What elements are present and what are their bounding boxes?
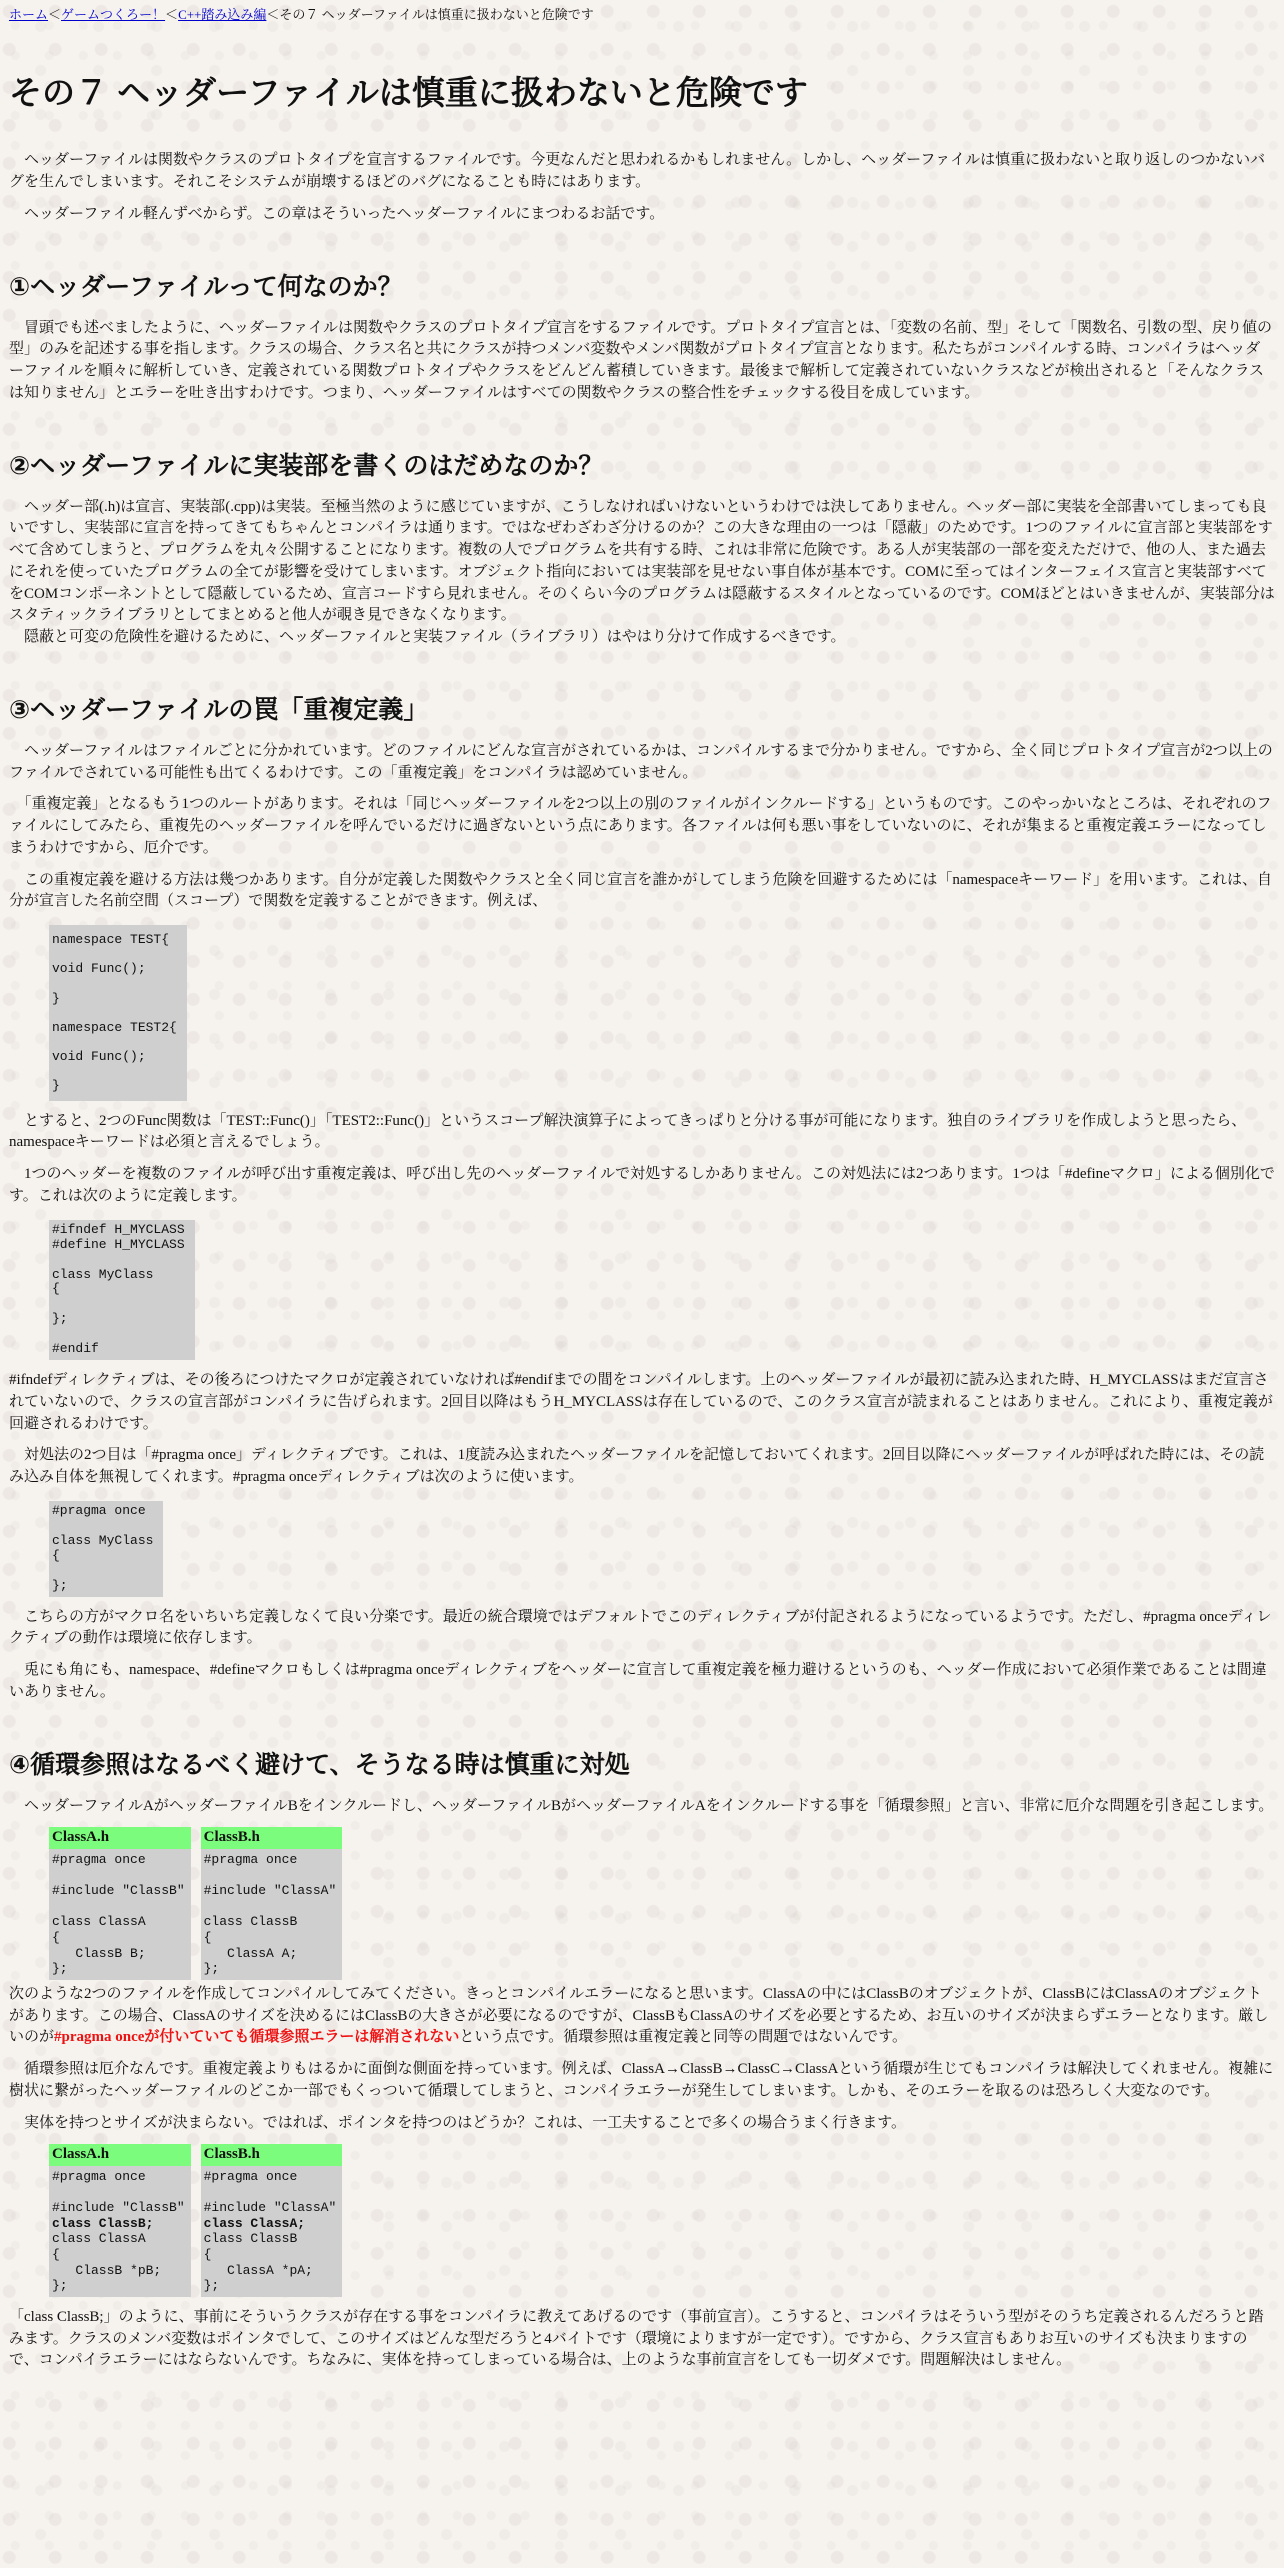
- breadcrumb: [9, 6, 1275, 25]
- paragraph: 対処法の2つ目は「#pragma once」ディレクティブです。これは、1度読み込まれたヘッダーファイルを記憶しておいてくれます。2回目以降にヘッダーファイルが呼ばれた時には、その読み込み自体を無視してくれます。#pragma onceディレクティブは次のように使います。: [9, 1447, 1265, 1486]
- code-text: #pragma once #include "ClassA": [203, 2169, 337, 2216]
- section-heading: ③ヘッダーファイルの罠「重複定義」: [9, 695, 429, 724]
- text: という点です。循環参照は重複定義と同等の問題ではないんです。: [459, 2029, 908, 2046]
- section-heading: ②ヘッダーファイルに実装部を書くのはだめなのか？: [9, 451, 604, 480]
- code-text: #pragma once #include "ClassB": [52, 2169, 185, 2216]
- paragraph: この重複定義を避ける方法は幾つかあります。自分が定義した関数やクラスと全く同じ宣言を誰かがしてしまう危険を回避するためには「namespaceキーワード」を用います。これは、自分が宣言した名前空間（スコープ）で関数を定義することができます。例えば、: [9, 871, 1272, 910]
- file-name: ClassB.h: [201, 1827, 343, 1849]
- paragraph: とすると、2つのFunc関数は「TEST::Func()」「TEST2::Func()」というスコープ解決演算子によってきっぱりと分ける事が可能になります。独自のライブラリを作成しようと思ったら、namespaceキーワードは必須と言えるでしょう。: [9, 1112, 1247, 1151]
- section-heading: ①ヘッダーファイルって何なのか？: [9, 272, 403, 301]
- forward-declaration: class ClassA;: [203, 2215, 306, 2231]
- paragraph: ヘッダーファイルはファイルごとに分かれています。どのファイルにどんな宣言がされているかは、コンパイルするまで分かりません。ですから、全く同じプロトタイプ宣言が2つ以上のファイルでされている可能性も出てくるわけです。この「重複定義」をコンパイラは認めていません。: [9, 742, 1273, 781]
- code-block-pragma-once: #pragma once class MyClass { };: [49, 1501, 163, 1597]
- section-circular-reference: [9, 1750, 1275, 2373]
- code-text: class ClassA { ClassB *pB; };: [52, 2231, 162, 2294]
- file-code: [201, 2166, 343, 2297]
- paragraph: 冒頭でも述べましたように、ヘッダーファイルは関数やクラスのプロトタイプ宣言をするファイルです。プロトタイプ宣言とは、「変数の名前、型」そして「関数名、引数の型、戻り値の型」のみを記述する事を指します。クラスの場合、クラス名と共にクラスが持つメンバ変数やメンバ関数がプロトタイプ宣言となります。私たちがコンパイルする時、コンパイラはヘッダーファイルを順々に解析していき、定義されている関数プロトタイプやクラスをどんどん蓄積していきます。最後まで解析して定義されていないクラスなどが検出されると「そんなクラスは知りません」とエラーを吐き出すわけです。つまり、ヘッダーファイルはすべての関数やクラスの整合性をチェックする役目を成しています。: [9, 319, 1273, 401]
- page-title: その７ ヘッダーファイルは慎重に扱わないと危険です: [9, 73, 808, 111]
- file-name: ClassA.h: [49, 2144, 191, 2166]
- paragraph: [9, 1984, 1275, 2049]
- section-duplicate-definition: [9, 695, 1275, 1704]
- code-text: class ClassB { ClassA *pA; };: [203, 2231, 313, 2294]
- section-what-is-header: [9, 272, 1275, 405]
- paragraph: 循環参照は厄介なんです。重複定義よりもはるかに面倒な側面を持っています。例えば、ClassA→ClassB→ClassC→ClassAという循環が生じてもコンパイラは解決してくれません。複雑に樹状に繋がったヘッダーファイルのどこか一部でもくっついて循環してしまうと、コンパイラエラーが発生してしまいます。しかも、そのエラーを取るのは恐ろしく大変なのです。: [9, 2061, 1274, 2099]
- code-block-namespace: namespace TEST{ void Func(); } namespace TEST2{ void Func(); }: [49, 925, 187, 1101]
- file-box-classb: [201, 2144, 343, 2297]
- breadcrumb-current: その７ ヘッダーファイルは慎重に扱わないと危険です: [279, 7, 594, 22]
- file-box-classa: [49, 2144, 191, 2297]
- text: 次のような2つのファイルを作成してコンパイルしてみてください。きっとコンパイルエラーになると思います。ClassAの中にはClassBのオブジェクトが、ClassBにはClassAのオブジェクトがあります。この場合、ClassAのサイズを決めるにはClassBの大きさが必要になるのですが、ClassBもClassAのサイズを必要とするため、お互いのサイズが決まらずエラーとなります。厳しいのが: [9, 1985, 1269, 2046]
- paragraph: 「重複定義」となるもう1つのルートがあります。それは「同じヘッダーファイルを2つ以上の別のファイルがインクルードする」というものです。このやっかいなところは、それぞれのファイルにしてみたら、重複先のヘッダーファイルを呼んでいるだけに過ぎないという点にあります。各ファイルは何も悪い事をしていないのに、それが集まると重複定義エラーになってしまうわけですから、厄介です。: [9, 796, 1272, 856]
- file-name: ClassB.h: [201, 2144, 343, 2166]
- breadcrumb-separator: ＜: [266, 7, 280, 22]
- paragraph: 「class ClassB;」のように、事前にそういうクラスが存在する事をコンパイラに教えてあげるのです（事前宣言）。こうすると、コンパイラはそういう型がそのうち定義されるんだろうと踏みます。クラスのメンバ変数はポインタでして、このサイズはどんな型だろうと4バイトです（環境によりますが一定です）。ですから、クラス宣言もありお互いのサイズも決まりますので、コンパイラエラーにはならないんです。ちなみに、実体を持ってしまっている場合は、上のような事前宣言をしても一切ダメです。問題解決はしません。: [9, 2308, 1264, 2369]
- paragraph: 1つのヘッダーを複数のファイルが呼び出す重複定義は、呼び出し先のヘッダーファイルで対処するしかありません。この対処法には2つあります。1つは「#defineマクロ」による個別化です。これは次のように定義します。: [9, 1166, 1275, 1204]
- paragraph: こちらの方がマクロ名をいちいち定義しなくて良い分楽です。最近の統合環境ではデフォルトでこのディレクティブが付記されるようになっているようです。ただし、#pragma onceディレクティブの動作は環境に依存します。: [9, 1608, 1272, 1647]
- paragraph: 実体を持つとサイズが決まらない。ではれば、ポインタを持つのはどうか？これは、一工夫することで多くの場合うまく行きます。: [9, 2114, 907, 2131]
- file-code: [49, 2166, 191, 2297]
- breadcrumb-cpp-link[interactable]: C++踏み込み編: [178, 7, 267, 22]
- code-pair-circular: [49, 1827, 1275, 1980]
- paragraph: 隠蔽と可変の危険性を避けるために、ヘッダーファイルと実装ファイル（ライブラリ）はやはり分けて作成するべきです。: [9, 629, 846, 646]
- paragraph: 兎にも角にも、namespace、#defineマクロもしくは#pragma onceディレクティブをヘッダーに宣言して重複定義を極力避けるというのも、ヘッダー作成において必須作業であることは間違いありません。: [9, 1662, 1267, 1700]
- breadcrumb-separator: ＜: [165, 7, 179, 22]
- breadcrumb-home-link[interactable]: ホーム: [9, 7, 49, 22]
- file-code: #pragma once #include "ClassA" class ClassB { ClassA A; };: [203, 1852, 337, 1977]
- code-pair-forward-declaration: [49, 2144, 1275, 2297]
- code-block-ifndef: #ifndef H_MYCLASS #define H_MYCLASS class MyClass { }; #endif: [49, 1220, 195, 1360]
- intro-paragraph: ヘッダーファイル軽んずべからず。この章はそういったヘッダーファイルにまつわるお話です。: [9, 205, 665, 222]
- forward-declaration: class ClassB;: [52, 2215, 154, 2231]
- breadcrumb-separator: ＜: [48, 7, 62, 22]
- file-name: ClassA.h: [49, 1827, 191, 1849]
- paragraph: ヘッダー部(.h)は宣言、実装部(.cpp)は実装。至極当然のように感じていますが、こうしなければいけないというわけでは決してありません。ヘッダー部に実装を全部書いてしまっても良いですし、実装部に宣言を持ってきてもちゃんとコンパイラは通ります。ではなぜわざわざ分けるのか？この大きな理由の一つは「隠蔽」のためです。1つのファイルに宣言部と実装部をすべて含めてしまうと、プログラムを丸々公開することになります。複数の人でプログラムを共有する時、これは非常に危険です。ある人が実装部の一部を変えただけで、他の人、また過去にそれを使っていたプログラムの全てが影響を受けてしまいます。オブジェクト指向においては実装部を見せない事自体が基本です。COMに至ってはインターフェイス宣言と実装部すべてをCOMコンポーネントとして隠蔽しているため、宣言コードすら見れません。そのくらい今のプログラムは隠蔽するスタイルとなっているのです。COMほどとはいきませんが、実装部分はスタティックライブラリとしてまとめると他人が覗き見できなくなります。: [9, 498, 1275, 624]
- file-box-classb: [201, 1827, 343, 1980]
- file-box-classa: [49, 1827, 191, 1980]
- section-heading: ④循環参照はなるべく避けて、そうなる時は慎重に対処: [9, 1750, 630, 1779]
- paragraph: #ifndefディレクティブは、その後ろにつけたマクロが定義されていなければ#endifまでの間をコンパイルします。上のヘッダーファイルが最初に読み込まれた時、H_MYCLASSはまだ宣言されていないので、クラスの宣言部がコンパイラに告げられます。2回目以降はもうH_MYCLASSは存在しているので、このクラス宣言が読まれることはありません。これにより、重複定義が回避されるわけです。: [9, 1372, 1273, 1432]
- paragraph: ヘッダーファイルAがヘッダーファイルBをインクルードし、ヘッダーファイルBがヘッダーファイルAをインクルードする事を「循環参照」と言い、非常に厄介な問題を引き起こします。: [9, 1797, 1274, 1814]
- section-implementation-in-header: [9, 451, 1275, 649]
- warning-emphasis: #pragma onceが付いていても循環参照エラーは解消されない: [54, 2029, 460, 2046]
- file-code: #pragma once #include "ClassB" class ClassA { ClassB B; };: [52, 1852, 185, 1977]
- intro-paragraph: ヘッダーファイルは関数やクラスのプロトタイプを宣言するファイルです。今更なんだと思われるかもしれません。しかし、ヘッダーファイルは慎重に扱わないと取り返しのつかないバグを生んでしまいます。それこそシステムが崩壊するほどのバグになることも時にはあります。: [9, 152, 1266, 191]
- breadcrumb-game-link[interactable]: ゲームつくろー！: [61, 7, 166, 22]
